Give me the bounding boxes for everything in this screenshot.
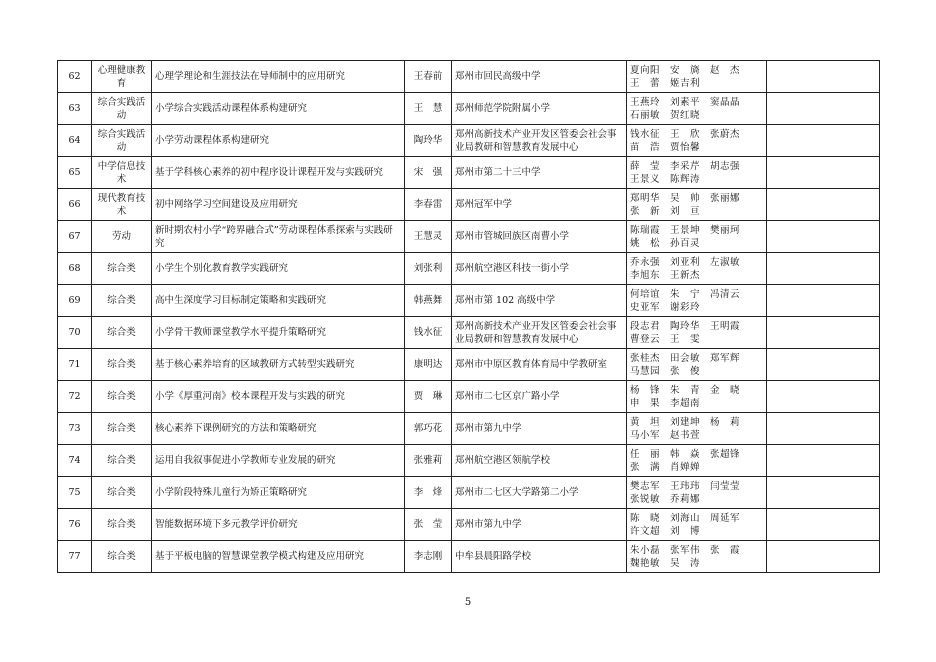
category-cell: 现代教育技术: [92, 189, 152, 221]
leader-cell: 韩燕舞: [405, 285, 452, 317]
row-number-cell: 76: [58, 509, 92, 541]
member-line: 姚 松 孙百灵: [630, 237, 701, 249]
table-row: [58, 445, 880, 477]
unit-cell: 郑州市第九中学: [452, 413, 627, 445]
table-row: [58, 285, 880, 317]
table-row: [58, 157, 880, 189]
leader-cell: 王慧灵: [405, 221, 452, 253]
member-line: 马慧园 张 俊: [630, 365, 701, 377]
leader-cell: 康明达: [405, 349, 452, 381]
table-row: [58, 541, 880, 573]
unit-cell: 郑州市第二十三中学: [452, 157, 627, 189]
row-number-cell: 62: [58, 61, 92, 93]
members-cell: [627, 541, 767, 573]
members-cell: [627, 477, 767, 509]
member-line: 石丽敏 贺红晓: [630, 109, 701, 121]
project-title-cell: 新时期农村小学“跨界融合式”劳动课程体系探索与实践研究: [152, 221, 405, 253]
members-cell: [627, 253, 767, 285]
members-cell: [627, 413, 767, 445]
leader-cell: 李志刚: [405, 541, 452, 573]
remarks-cell: [767, 285, 880, 317]
member-line: 曹登云 王 雯: [630, 333, 701, 345]
row-number-cell: 65: [58, 157, 92, 189]
unit-cell: 郑州市第 102 高级中学: [452, 285, 627, 317]
member-line: 王 蕾 姬吉利: [630, 77, 701, 89]
unit-cell: 郑州高新技术产业开发区管委会社会事业局教研和智慧教育发展中心: [452, 317, 627, 349]
remarks-cell: [767, 125, 880, 157]
row-number-cell: 63: [58, 93, 92, 125]
members-cell: [627, 125, 767, 157]
members-cell: [627, 445, 767, 477]
leader-cell: 贾 琳: [405, 381, 452, 413]
category-cell: 综合类: [92, 509, 152, 541]
category-cell: 综合类: [92, 349, 152, 381]
category-cell: 综合类: [92, 445, 152, 477]
leader-cell: 宋 强: [405, 157, 452, 189]
unit-cell: 郑州师范学院附属小学: [452, 93, 627, 125]
category-cell: 综合实践活动: [92, 125, 152, 157]
members-cell: [627, 381, 767, 413]
unit-cell: 郑州航空港区领航学校: [452, 445, 627, 477]
leader-cell: 王春前: [405, 61, 452, 93]
remarks-cell: [767, 157, 880, 189]
category-cell: 综合类: [92, 477, 152, 509]
member-line: 段志君 陶玲华 王明霞: [630, 320, 741, 332]
member-line: 李旭东 王新杰: [630, 269, 701, 281]
project-title-cell: 小学生个别化教育教学实践研究: [152, 253, 405, 285]
unit-cell: 郑州市二七区大学路第二小学: [452, 477, 627, 509]
category-cell: 综合类: [92, 253, 152, 285]
remarks-cell: [767, 349, 880, 381]
project-title-cell: 小学综合实践活动课程体系构建研究: [152, 93, 405, 125]
row-number-cell: 74: [58, 445, 92, 477]
project-title-cell: 小学劳动课程体系构建研究: [152, 125, 405, 157]
remarks-cell: [767, 253, 880, 285]
table-row: [58, 221, 880, 253]
project-title-cell: 小学骨干教师课堂教学水平提升策略研究: [152, 317, 405, 349]
member-line: 史亚军 谢彩玲: [630, 301, 701, 313]
table-row: [58, 509, 880, 541]
member-line: 钱水征 王 欣 张蔚杰: [630, 128, 741, 140]
table-row: [58, 349, 880, 381]
member-line: 陈瑞霞 王景坤 樊丽珂: [630, 224, 741, 236]
category-cell: 心理健康教育: [92, 61, 152, 93]
row-number-cell: 67: [58, 221, 92, 253]
member-line: 张锐敏 乔莉娜: [630, 493, 701, 505]
member-line: 何培谊 朱 宁 冯清云: [630, 288, 741, 300]
remarks-cell: [767, 541, 880, 573]
remarks-cell: [767, 93, 880, 125]
project-title-cell: 小学阶段特殊儿童行为矫正策略研究: [152, 477, 405, 509]
row-number-cell: 72: [58, 381, 92, 413]
page-number: 5: [464, 597, 472, 608]
leader-cell: 王 慧: [405, 93, 452, 125]
category-cell: 综合实践活动: [92, 93, 152, 125]
members-cell: [627, 157, 767, 189]
row-number-cell: 70: [58, 317, 92, 349]
project-title-cell: 智能数据环境下多元教学评价研究: [152, 509, 405, 541]
unit-cell: 中牟县晨阳路学校: [452, 541, 627, 573]
row-number-cell: 77: [58, 541, 92, 573]
row-number-cell: 69: [58, 285, 92, 317]
leader-cell: 李春雷: [405, 189, 452, 221]
project-title-cell: 心理学理论和生涯技法在导师制中的应用研究: [152, 61, 405, 93]
unit-cell: 郑州航空港区科技一街小学: [452, 253, 627, 285]
table-row: [58, 189, 880, 221]
unit-cell: 郑州冠军中学: [452, 189, 627, 221]
row-number-cell: 66: [58, 189, 92, 221]
remarks-cell: [767, 317, 880, 349]
unit-cell: 郑州市管城回族区南曹小学: [452, 221, 627, 253]
member-line: 朱小磊 张军伟 张 霞: [630, 544, 741, 556]
project-title-cell: 运用自我叙事促进小学教师专业发展的研究: [152, 445, 405, 477]
project-title-cell: 基于核心素养培育的区域教研方式转型实践研究: [152, 349, 405, 381]
members-cell: [627, 189, 767, 221]
members-cell: [627, 509, 767, 541]
project-title-cell: 初中网络学习空间建设及应用研究: [152, 189, 405, 221]
leader-cell: 刘张利: [405, 253, 452, 285]
row-number-cell: 73: [58, 413, 92, 445]
project-title-cell: 核心素养下课例研究的方法和策略研究: [152, 413, 405, 445]
members-cell: [627, 61, 767, 93]
member-line: 王景义 陈辉涛: [630, 173, 701, 185]
member-line: 张 新 刘 亘: [630, 205, 701, 217]
member-line: 魏艳敏 吴 涛: [630, 557, 701, 569]
member-line: 马小军 赵书萱: [630, 429, 701, 441]
remarks-cell: [767, 221, 880, 253]
category-cell: 综合类: [92, 381, 152, 413]
project-title-cell: 高中生深度学习目标制定策略和实践研究: [152, 285, 405, 317]
remarks-cell: [767, 509, 880, 541]
leader-cell: 陶玲华: [405, 125, 452, 157]
unit-cell: 郑州市二七区京广路小学: [452, 381, 627, 413]
leader-cell: 钱水征: [405, 317, 452, 349]
leader-cell: 张雅莉: [405, 445, 452, 477]
unit-cell: 郑州市中原区教育体育局中学教研室: [452, 349, 627, 381]
table-row: [58, 381, 880, 413]
remarks-cell: [767, 61, 880, 93]
unit-cell: 郑州市第九中学: [452, 509, 627, 541]
member-line: 夏向阳 安 旖 赵 杰: [630, 64, 741, 76]
member-line: 陈 晓 刘海山 周延军: [630, 512, 741, 524]
category-cell: 综合类: [92, 317, 152, 349]
project-title-cell: 小学《厚重河南》校本课程开发与实践的研究: [152, 381, 405, 413]
members-cell: [627, 93, 767, 125]
member-line: 苗 浩 贾怡馨: [630, 141, 701, 153]
category-cell: 中学信息技术: [92, 157, 152, 189]
row-number-cell: 71: [58, 349, 92, 381]
project-table: [57, 60, 880, 573]
members-cell: [627, 285, 767, 317]
member-line: 张桂杰 田会敏 郑军辉: [630, 352, 741, 364]
row-number-cell: 64: [58, 125, 92, 157]
member-line: 郑明华 吴 帅 张丽娜: [630, 192, 741, 204]
remarks-cell: [767, 477, 880, 509]
project-title-cell: 基于学科核心素养的初中程序设计课程开发与实践研究: [152, 157, 405, 189]
row-number-cell: 68: [58, 253, 92, 285]
unit-cell: 郑州高新技术产业开发区管委会社会事业局教研和智慧教育发展中心: [452, 125, 627, 157]
table-row: [58, 253, 880, 285]
member-line: 许文超 刘 博: [630, 525, 701, 537]
member-line: 樊志军 王玮玮 闫莹莹: [630, 480, 741, 492]
member-line: 黄 坦 刘建坤 杨 莉: [630, 416, 741, 428]
leader-cell: 张 莹: [405, 509, 452, 541]
category-cell: 综合类: [92, 413, 152, 445]
category-cell: 劳动: [92, 221, 152, 253]
row-number-cell: 75: [58, 477, 92, 509]
project-title-cell: 基于平板电脑的智慧课堂教学模式构建及应用研究: [152, 541, 405, 573]
member-line: 任 丽 韩 焱 张超锋: [630, 448, 741, 460]
table-row: [58, 125, 880, 157]
table-row: [58, 61, 880, 93]
table-row: [58, 477, 880, 509]
leader-cell: 郭巧花: [405, 413, 452, 445]
members-cell: [627, 221, 767, 253]
remarks-cell: [767, 413, 880, 445]
table-row: [58, 413, 880, 445]
member-line: 杨 锋 朱 青 金 晓: [630, 384, 741, 396]
table-row: [58, 93, 880, 125]
category-cell: 综合类: [92, 541, 152, 573]
remarks-cell: [767, 189, 880, 221]
table-row: [58, 317, 880, 349]
member-line: 王燕玲 刘素平 窦晶晶: [630, 96, 741, 108]
category-cell: 综合类: [92, 285, 152, 317]
unit-cell: 郑州市回民高级中学: [452, 61, 627, 93]
member-line: 申 果 李超南: [630, 397, 701, 409]
remarks-cell: [767, 445, 880, 477]
member-line: 张 满 肖婵婵: [630, 461, 701, 473]
member-line: 乔永强 刘亚利 左淑敏: [630, 256, 741, 268]
leader-cell: 李 烽: [405, 477, 452, 509]
members-cell: [627, 349, 767, 381]
member-line: 薛 莹 李采芹 胡志强: [630, 160, 741, 172]
remarks-cell: [767, 381, 880, 413]
members-cell: [627, 317, 767, 349]
